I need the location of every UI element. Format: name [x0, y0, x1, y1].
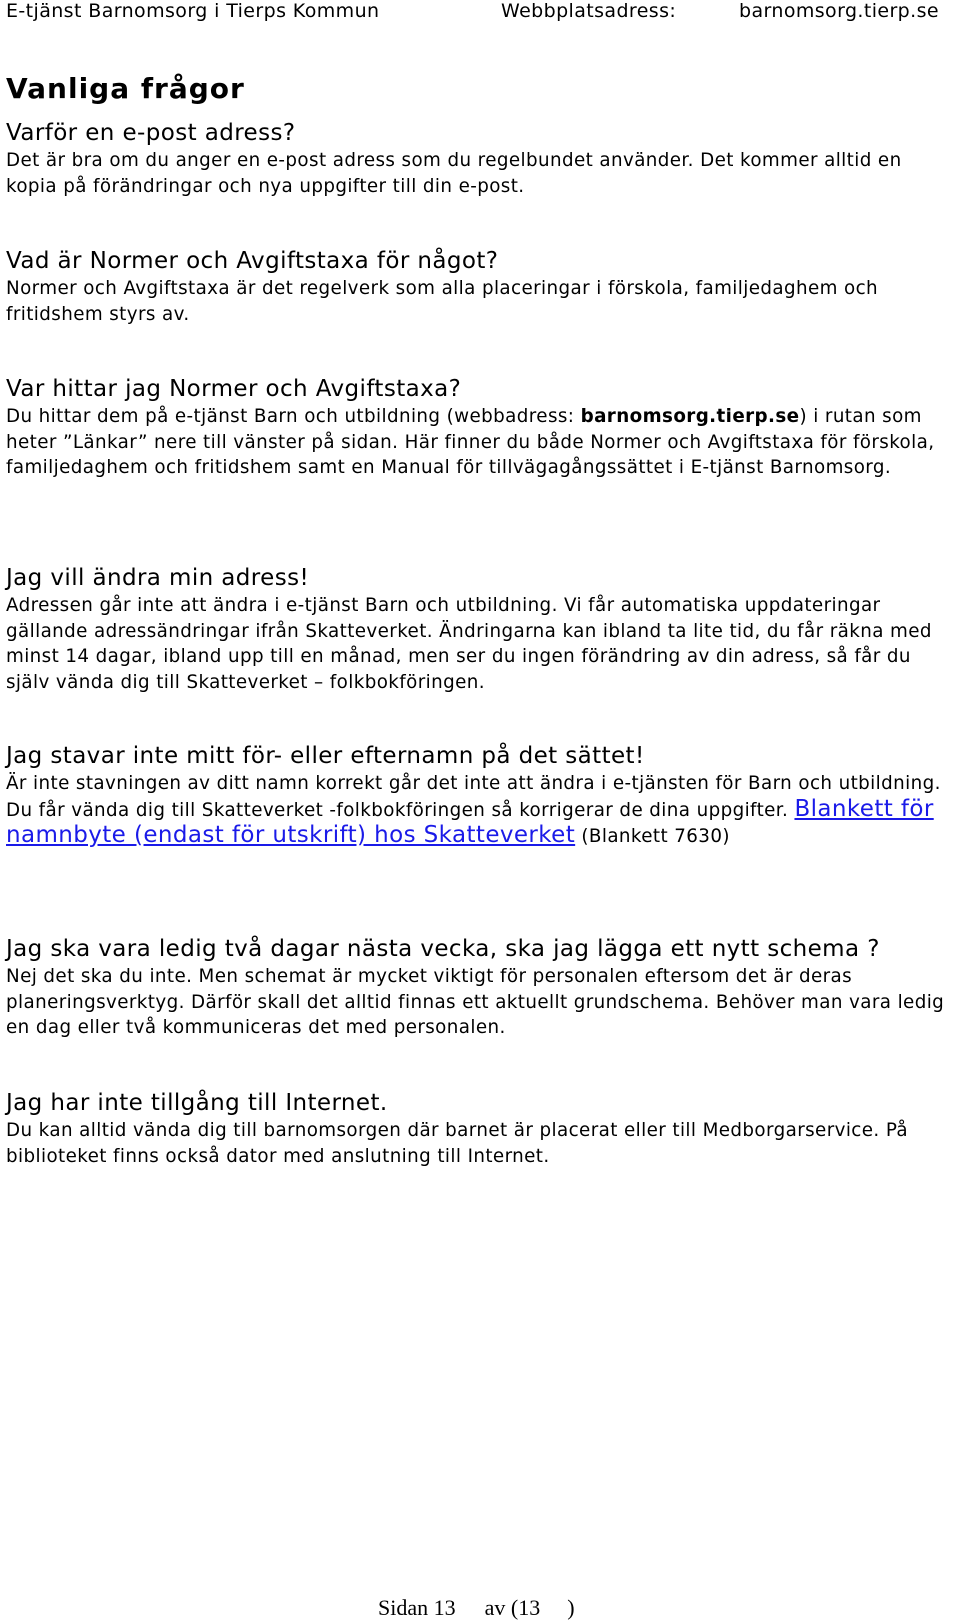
faq-answer: Normer och Avgiftstaxa är det regelverk som alla placeringar i förskola, familjedaghem och fritidshem styrs av.: [6, 278, 879, 325]
faq-answer: Adressen går inte att ändra i e-tjänst Barn och utbildning. Vi får automatiska uppdateringar gällande adressändringar ifrån Skatteverket. Ändringarna kan ibland ta lite tid, du får räkna med minst 14 dagar, ibland upp till en månad, men ser du ingen förändring av din adress, så får du själv vända dig till Skatteverket – folkbokföringen.: [6, 595, 932, 693]
answer-text: (Blankett 7630): [575, 826, 730, 847]
header-title: E-tjänst Barnomsorg i Tierps Kommun: [6, 0, 380, 22]
page-number: Sidan 13: [378, 1595, 456, 1620]
faq-item-find-normer: [6, 374, 956, 481]
header-address: barnomsorg.tierp.se: [739, 0, 939, 22]
faq-question: Jag stavar inte mitt för- eller efternamn på det sättet!: [6, 743, 645, 769]
answer-text: Är inte stavningen av ditt namn korrekt går det inte att ändra i e-tjänsten för Barn och utbildning. Du får vända dig till Skatteverket -folkbokföringen så korrigerar de dina uppgifter.: [6, 773, 941, 821]
faq-question: Jag vill ändra min adress!: [6, 565, 310, 591]
faq-item-normer: [6, 246, 956, 327]
faq-item-internet: [6, 1088, 956, 1169]
faq-question: Jag ska vara ledig två dagar nästa vecka, ska jag lägga ett nytt schema ?: [6, 936, 880, 962]
faq-question: Varför en e-post adress?: [6, 120, 296, 146]
faq-answer: [6, 404, 956, 481]
page-footer: [378, 1595, 575, 1621]
answer-text: Du hittar dem på e-tjänst Barn och utbildning (webbadress:: [6, 406, 581, 427]
faq-question: Jag har inte tillgång till Internet.: [6, 1090, 388, 1116]
faq-answer: Det är bra om du anger en e-post adress som du regelbundet använder. Det kommer alltid en kopia på förändringar och nya uppgifter till din e-post.: [6, 150, 902, 197]
faq-item-schedule: [6, 934, 956, 1041]
answer-text: ) i rutan som heter ”Länkar” nere till vänster på sidan. Här finner du både Normer och Avgiftstaxa för förskola, familjedaghem och fritidshem samt en Manual för tillvägagångssättet i E-tjänst Barnomsorg.: [6, 406, 935, 478]
page-title: Vanliga frågor: [6, 72, 245, 105]
faq-item-name-spelling: [6, 741, 956, 850]
faq-question: Vad är Normer och Avgiftstaxa för något?: [6, 248, 499, 274]
faq-answer: Du kan alltid vända dig till barnomsorgen där barnet är placerat eller till Medborgarservice. På biblioteket finns också dator med anslutning till Internet.: [6, 1120, 909, 1167]
faq-answer: [6, 771, 956, 850]
faq-question: Var hittar jag Normer och Avgiftstaxa?: [6, 376, 462, 402]
name-change-form-link[interactable]: Blankett för namnbyte (endast för utskrift) hos Skatteverket: [6, 795, 934, 848]
faq-item-address: [6, 563, 956, 695]
header-address-label: Webbplatsadress:: [501, 0, 677, 22]
faq-item-email: [6, 118, 956, 199]
page-total: av (13: [484, 1595, 541, 1620]
faq-answer: Nej det ska du inte. Men schemat är mycket viktigt för personalen eftersom det är deras planeringsverktyg. Därför skall det alltid finnas ett aktuellt grundschema. Behöver man vara ledig en dag eller två kommuniceras det med personalen.: [6, 966, 945, 1038]
web-address: barnomsorg.tierp.se: [580, 406, 800, 427]
page-total-close: ): [567, 1595, 575, 1620]
